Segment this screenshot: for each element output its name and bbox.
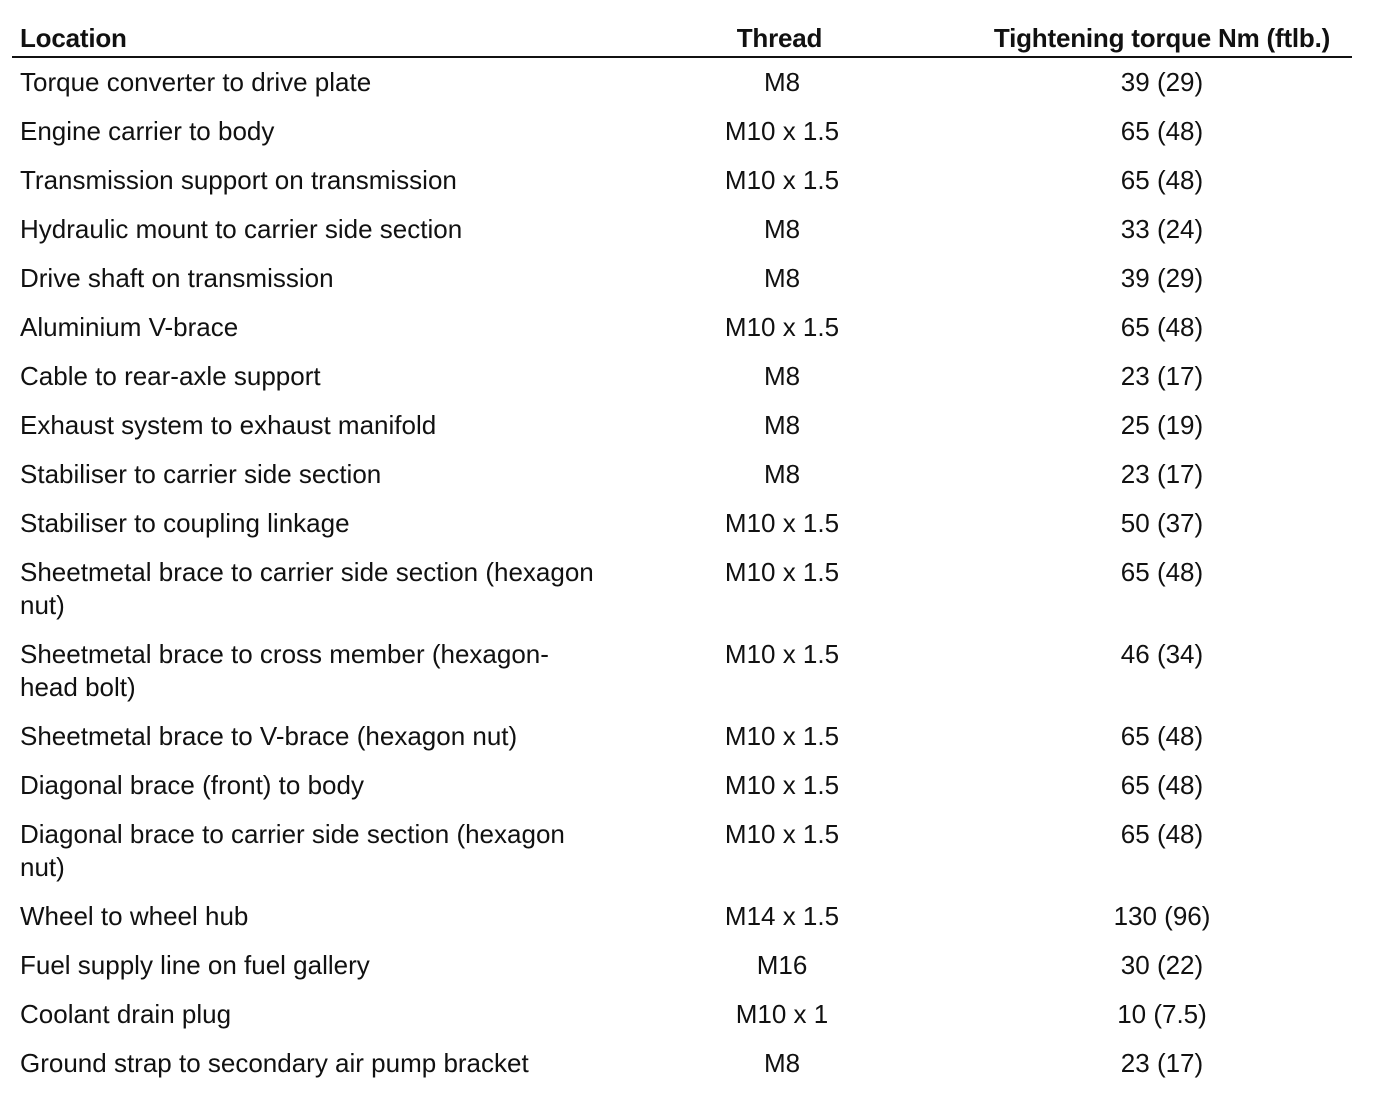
cell-thread: M10 x 1.5	[724, 721, 840, 751]
header-thread: Thread	[612, 10, 952, 57]
cell-location: Stabiliser to coupling linkage	[20, 508, 350, 538]
table-row	[12, 761, 1352, 810]
cell-location: Diagonal brace (front) to body	[20, 770, 364, 800]
cell-torque: 23 (17)	[1120, 459, 1204, 489]
cell-location: Ground strap to secondary air pump bracket	[20, 1048, 529, 1078]
table-row	[12, 352, 1352, 401]
cell-torque: 39 (29)	[1120, 67, 1204, 97]
table-row	[12, 990, 1352, 1039]
cell-thread: M8	[763, 263, 801, 293]
table-row	[12, 303, 1352, 352]
cell-thread: M8	[763, 410, 801, 440]
cell-thread: M8	[763, 214, 801, 244]
cell-location: Stabiliser to carrier side section	[20, 459, 382, 489]
cell-torque: 130 (96)	[1113, 901, 1211, 931]
table-row	[12, 107, 1352, 156]
cell-thread: M14 x 1.5	[724, 901, 840, 931]
cell-torque: 30 (22)	[1120, 950, 1204, 980]
cell-location: Aluminium V-brace	[20, 312, 239, 342]
cell-location: Drive shaft on transmission	[20, 263, 334, 293]
cell-torque: 65 (48)	[1120, 721, 1204, 751]
cell-torque: 33 (24)	[1120, 214, 1204, 244]
header-torque: Tightening torque Nm (ftlb.)	[952, 10, 1352, 57]
cell-thread: M10 x 1.5	[724, 639, 840, 669]
table-row	[12, 630, 1352, 712]
cell-thread: M8	[763, 1048, 801, 1078]
table-row	[12, 712, 1352, 761]
cell-location: Hydraulic mount to carrier side section	[20, 214, 463, 244]
cell-torque: 65 (48)	[1120, 557, 1204, 587]
cell-thread: M10 x 1.5	[724, 312, 840, 342]
table-row	[12, 499, 1352, 548]
table-body	[12, 57, 1352, 1088]
cell-thread: M16	[756, 950, 808, 980]
cell-location: Diagonal brace to carrier side section (hexagon nut)	[20, 819, 565, 882]
table-row	[12, 548, 1352, 630]
cell-torque: 25 (19)	[1120, 410, 1204, 440]
cell-torque: 10 (7.5)	[1117, 999, 1207, 1029]
table-row	[12, 254, 1352, 303]
table-row	[12, 450, 1352, 499]
table-row	[12, 205, 1352, 254]
header-location: Location	[12, 10, 612, 57]
table-row	[12, 57, 1352, 107]
cell-torque: 46 (34)	[1120, 639, 1204, 669]
cell-location: Fuel supply line on fuel gallery	[20, 950, 370, 980]
cell-location: Cable to rear-axle support	[20, 361, 321, 391]
cell-thread: M8	[763, 361, 801, 391]
cell-thread: M10 x 1.5	[724, 116, 840, 146]
cell-torque: 23 (17)	[1120, 361, 1204, 391]
table-row	[12, 156, 1352, 205]
torque-table	[12, 10, 1352, 1088]
table-row	[12, 401, 1352, 450]
cell-location: Sheetmetal brace to carrier side section (hexagon nut)	[20, 557, 594, 620]
table-row	[12, 810, 1352, 892]
cell-torque: 39 (29)	[1120, 263, 1204, 293]
cell-torque: 65 (48)	[1120, 819, 1204, 849]
cell-location: Coolant drain plug	[20, 999, 232, 1029]
cell-location: Exhaust system to exhaust manifold	[20, 410, 437, 440]
cell-torque: 23 (17)	[1120, 1048, 1204, 1078]
cell-thread: M10 x 1.5	[724, 508, 840, 538]
cell-location: Engine carrier to body	[20, 116, 275, 146]
cell-location: Torque converter to drive plate	[20, 67, 372, 97]
table-row	[12, 892, 1352, 941]
cell-torque: 65 (48)	[1120, 116, 1204, 146]
cell-location: Sheetmetal brace to V-brace (hexagon nut)	[20, 721, 518, 751]
cell-torque: 50 (37)	[1120, 508, 1204, 538]
cell-thread: M10 x 1	[735, 999, 829, 1029]
cell-thread: M8	[763, 459, 801, 489]
torque-table-container	[12, 10, 1352, 1088]
cell-torque: 65 (48)	[1120, 312, 1204, 342]
cell-thread: M10 x 1.5	[724, 165, 840, 195]
cell-thread: M10 x 1.5	[724, 557, 840, 587]
cell-thread: M8	[763, 67, 801, 97]
header-row	[12, 10, 1352, 57]
cell-location: Transmission support on transmission	[20, 165, 457, 195]
cell-location: Sheetmetal brace to cross member (hexagon-head bolt)	[20, 639, 549, 702]
cell-torque: 65 (48)	[1120, 165, 1204, 195]
table-row	[12, 1039, 1352, 1088]
table-header	[12, 10, 1352, 57]
cell-torque: 65 (48)	[1120, 770, 1204, 800]
cell-location: Wheel to wheel hub	[20, 901, 249, 931]
cell-thread: M10 x 1.5	[724, 819, 840, 849]
cell-thread: M10 x 1.5	[724, 770, 840, 800]
table-row	[12, 941, 1352, 990]
